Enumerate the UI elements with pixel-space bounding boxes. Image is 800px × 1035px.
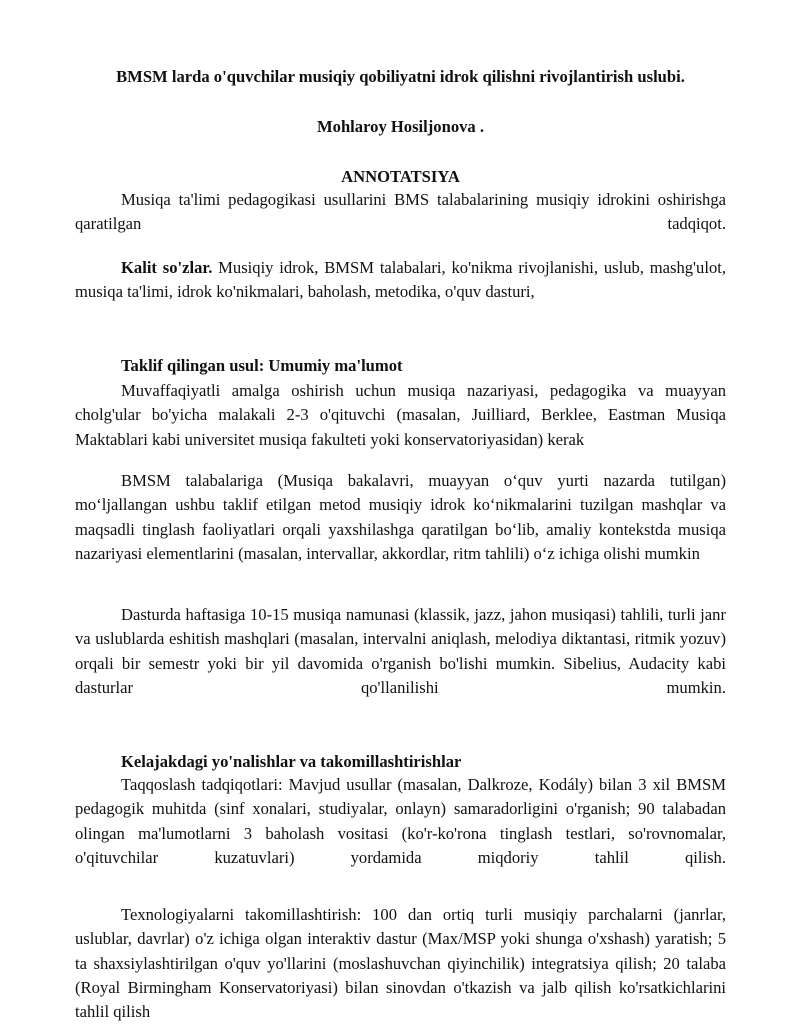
- author-name: Mohlaroy Hosiljonova .: [316, 117, 485, 136]
- keywords-text: Musiqiy idrok, BMSM talabalari, ko'nikma rivojlanishi, uslub, mashg'ulot, musiqa ta'limi, idrok ko'nikmalari, baholash, metodika, o'quv dasturi,: [75, 258, 727, 302]
- method-paragraph-2: BMSM talabalariga (Musiqa bakalavri, muayyan o‘quv yurti nazarda tutilgan) mo‘ljallangan ushbu taklif etilgan metod musiqiy idrok ko‘nikmalarini tuzilgan mashqlar va maqsadli tinglash faoliyatlari orqali yaxshilashga qaratilgan bo‘lib, amaliy kontekstda musiqa nazariyasi elementlarini (masalan, intervallar, akkordlar, ritm tahlili) o‘z ichiga olishi mumkin: [75, 471, 726, 563]
- keywords-paragraph: [75, 256, 726, 305]
- method-paragraph-1: Muvaffaqiyatli amalga oshirish uchun musiqa nazariyasi, pedagogika va muayyan cholg'ular bo'yicha malakali 2-3 o'qituvchi (masalan, Juilliard, Berklee, Eastman Musiqa Maktablari kabi universitet musiqa fakulteti yoki konservatoriyasidan) kerak: [75, 381, 726, 449]
- future-paragraph-1: Taqqoslash tadqiqotlari: Mavjud usullar (masalan, Dalkroze, Kodály) bilan 3 xil BMSM pedagogik muhitda (sinf xonalari, studiyalar, onlayn) samaradorligini o'rganish; 90 talabadan olingan ma'lumotlarni 3 baholash vositasi (ko'r-ko'rona tinglash testlari, so'rovnomalar, o'qituvchilar kuzatuvlari) yordamida miqdoriy tahlil qilish.: [75, 775, 726, 867]
- future-paragraph-2: Texnologiyalarni takomillashtirish: 100 dan ortiq turli musiqiy parchalarni (janrlar, uslublar, davrlar) o'z ichiga olgan interaktiv dastur (Max/MSP yoki shunga o'xshash) yaratish; 5 ta shaxsiylashtirilgan o'quv yo'llarini (moslashuvchan qiyinchilik) integratsiya qilish; 20 talaba (Royal Birmingham Konservatoriyasi) bilan sinovdan o'tkazish va jalb qilish ko'rsatkichlarini tahlil qilish: [75, 905, 726, 1022]
- annotation-heading: ANNOTATSIYA: [341, 167, 460, 186]
- method-paragraph-3: Dasturda haftasiga 10-15 musiqa namunasi (klassik, jazz, jahon musiqasi) tahlili, turli janr va uslublarda eshitish mashqlari (masalan, intervalni aniqlash, melodiya diktantasi, ritmik yozuv) orqali bir semestr yoki bir yil davomida o'rganish bo'lishi mumkin. Sibelius, Audacity kabi dasturlar qo'llanilishi mumkin.: [75, 605, 726, 697]
- keywords-label: Kalit so'zlar.: [121, 258, 213, 277]
- section-heading-method: Taklif qilingan usul: Umumiy ma'lumot: [121, 356, 403, 375]
- section-heading-future: Kelajakdagi yo'nalishlar va takomillashtirishlar: [121, 752, 462, 771]
- document-title: BMSM larda o'quvchilar musiqiy qobiliyatni idrok qilishni rivojlantirish uslubi.: [116, 67, 685, 86]
- annotation-text: Musiqa ta'limi pedagogikasi usullarini BMS talabalarining musiqiy idrokini oshirishga qaratilgan tadqiqot.: [75, 190, 726, 234]
